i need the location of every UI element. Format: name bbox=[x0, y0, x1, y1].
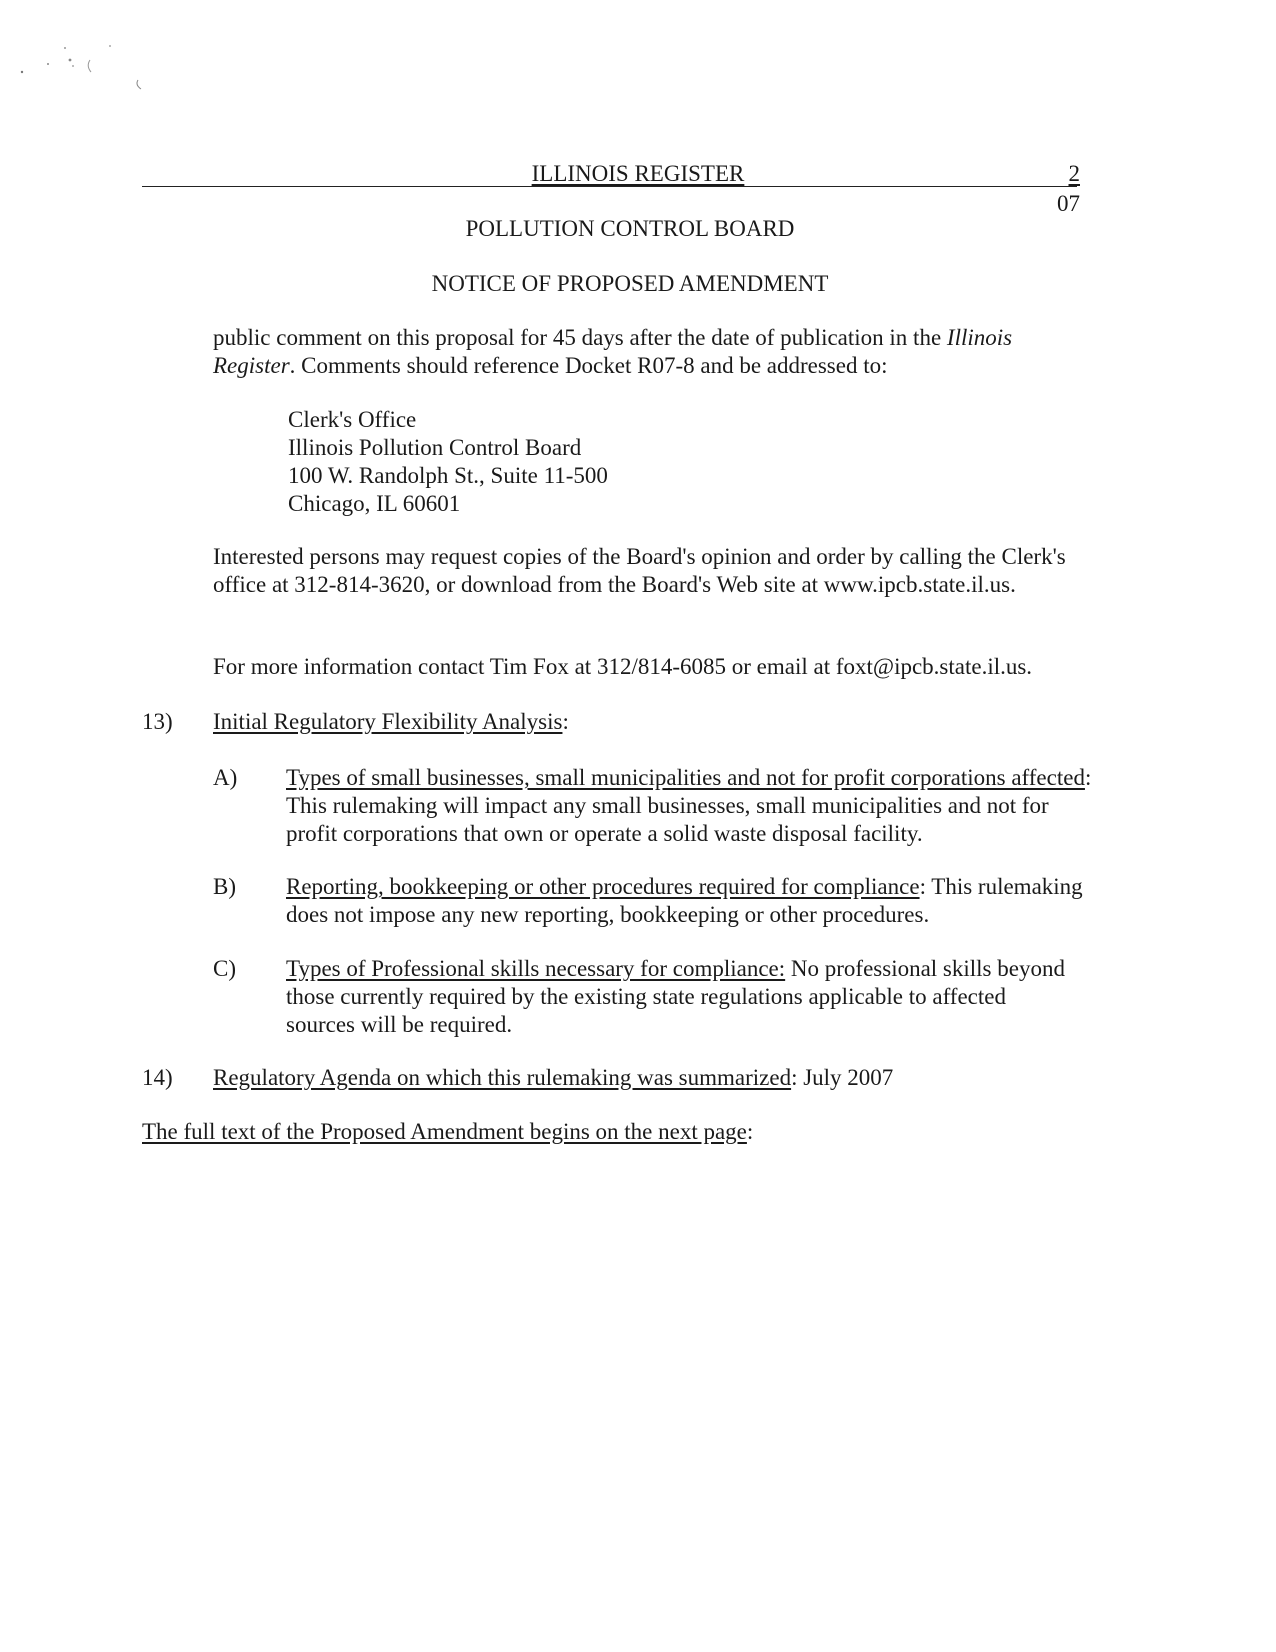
item-a-letter: A) bbox=[213, 765, 238, 790]
register-title: ILLINOIS REGISTER bbox=[531, 161, 745, 186]
item-c-paragraph bbox=[286, 955, 1076, 1039]
item-c-text: No professional skills beyond those currently required by the existing state regulations applicable to affected sources will be required. bbox=[286, 956, 1065, 1037]
intro-paragraph bbox=[213, 324, 1083, 380]
section-14-heading: Regulatory Agenda on which this rulemaking was summarized bbox=[213, 1065, 792, 1090]
intro-text-2: . Comments should reference Docket R07-8 and be addressed to: bbox=[289, 353, 888, 378]
item-b-letter: B) bbox=[213, 874, 236, 899]
address-line: Illinois Pollution Control Board bbox=[288, 435, 582, 460]
item-c-heading: Types of Professional skills necessary for compliance: bbox=[286, 956, 786, 981]
section-14-number: 14) bbox=[142, 1065, 173, 1090]
address-line: Clerk's Office bbox=[288, 407, 417, 432]
item-a-text: : This rulemaking will impact any small businesses, small municipalities and not for profit corporations that own or operate a solid waste disposal facility. bbox=[286, 765, 1092, 846]
section-13-number: 13) bbox=[142, 709, 173, 734]
address-line: 100 W. Randolph St., Suite 11-500 bbox=[288, 463, 608, 488]
section-13-colon: : bbox=[562, 709, 569, 734]
copies-paragraph: Interested persons may request copies of the Board's opinion and order by calling the Clerk's office at 312-814-3620, or download from the Board's Web site at www.ipcb.state.il.us. bbox=[213, 544, 1066, 597]
full-text-notice bbox=[142, 1118, 1082, 1146]
scan-specks bbox=[10, 40, 160, 110]
item-b-heading: Reporting, bookkeeping or other procedures required for compliance bbox=[286, 874, 920, 899]
item-a-heading: Types of small businesses, small municipalities and not for profit corporations affected bbox=[286, 765, 1085, 790]
intro-publication-name: Illinois Register bbox=[213, 325, 1013, 378]
register-year: 07 bbox=[1057, 191, 1080, 216]
item-c-letter: C) bbox=[213, 956, 236, 981]
intro-text-1: public comment on this proposal for 45 days after the date of publication in the bbox=[213, 325, 947, 350]
full-text-notice-underlined: The full text of the Proposed Amendment begins on the next page bbox=[142, 1119, 747, 1144]
contact-paragraph: For more information contact Tim Fox at 312/814-6085 or email at foxt@ipcb.state.il.us. bbox=[213, 654, 1033, 679]
address-line: Chicago, IL 60601 bbox=[288, 491, 461, 516]
section-14-text: : July 2007 bbox=[791, 1065, 894, 1090]
agency-heading: POLLUTION CONTROL BOARD bbox=[465, 216, 795, 241]
section-13-heading bbox=[213, 708, 1083, 736]
section-14-paragraph bbox=[213, 1064, 1083, 1092]
section-13-title: Initial Regulatory Flexibility Analysis bbox=[213, 709, 563, 734]
header-rule bbox=[142, 186, 1077, 187]
page-number: 2 bbox=[1068, 161, 1080, 186]
notice-heading: NOTICE OF PROPOSED AMENDMENT bbox=[431, 271, 829, 296]
item-b-text: : This rulemaking does not impose any new reporting, bookkeeping or other procedures. bbox=[286, 874, 1083, 927]
full-text-notice-colon: : bbox=[746, 1119, 754, 1144]
item-b-paragraph bbox=[286, 873, 1106, 929]
mailing-address bbox=[288, 406, 888, 518]
item-a-paragraph bbox=[286, 764, 1096, 848]
